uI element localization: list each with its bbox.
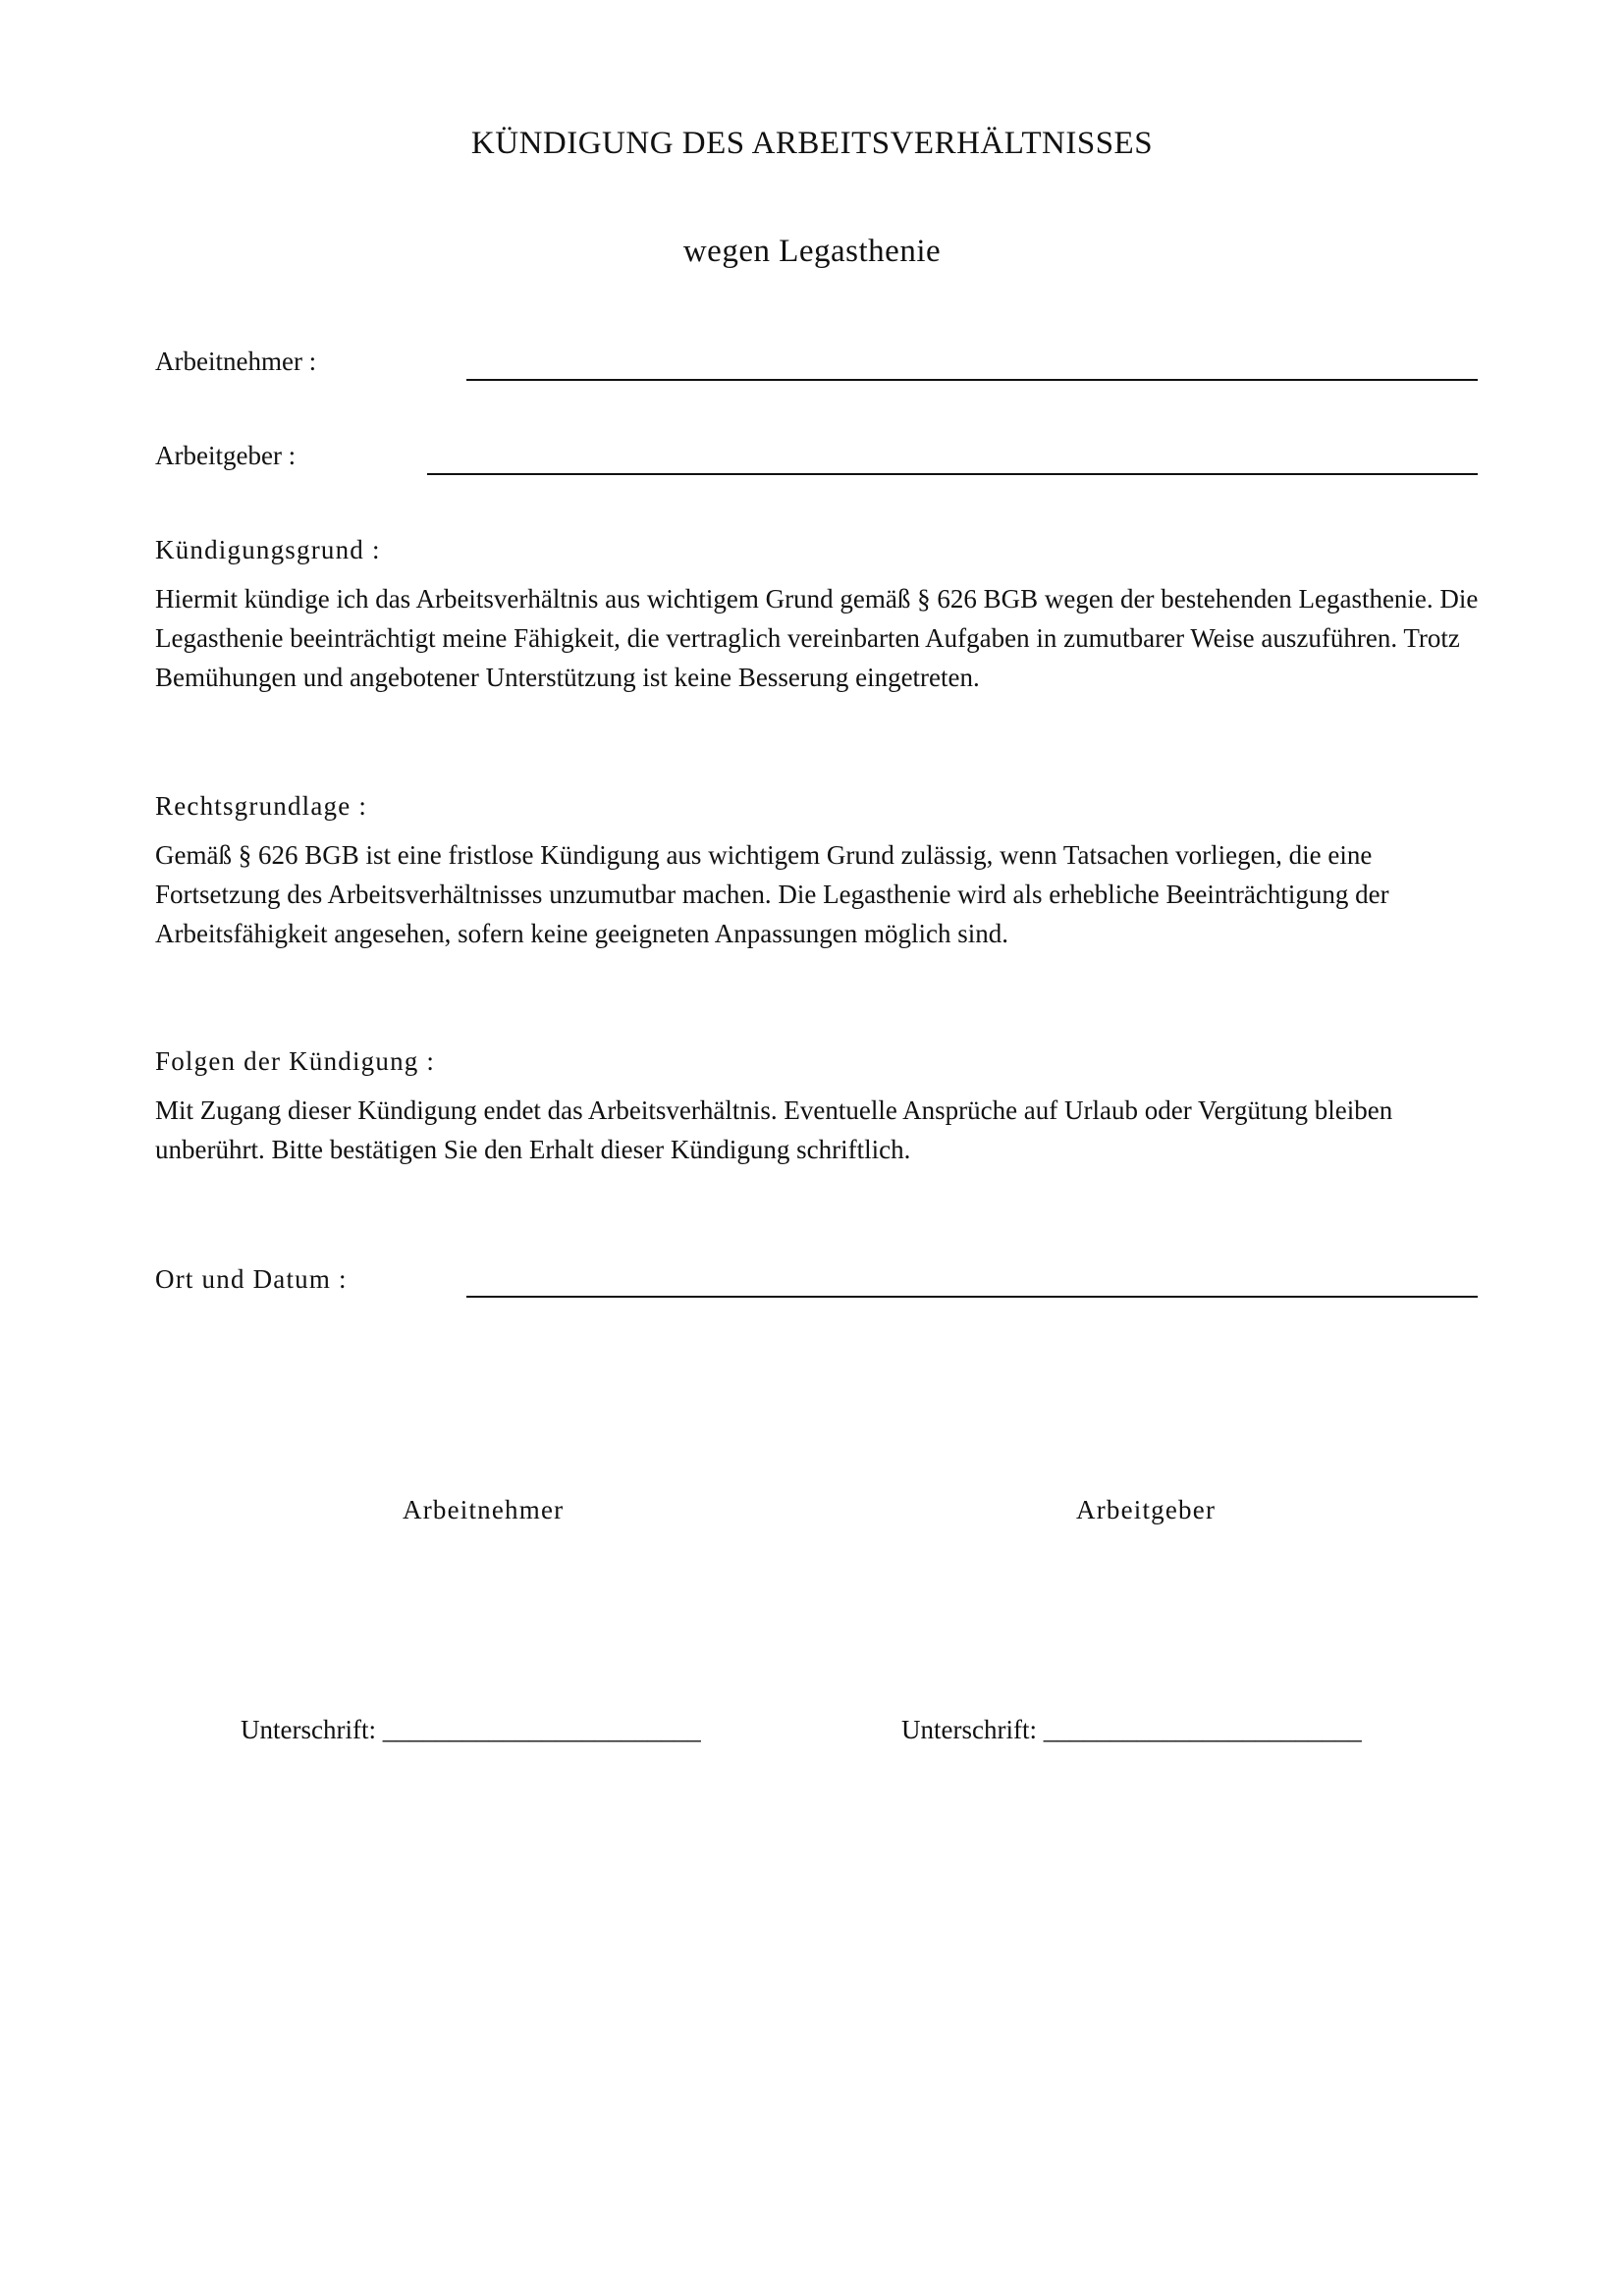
place-date-line[interactable] <box>466 1296 1478 1298</box>
reason-heading: Kündigungsgrund : <box>155 535 381 564</box>
legal-basis-heading: Rechtsgrundlage : <box>155 791 368 821</box>
employer-role-label: Arbeitgeber <box>1076 1495 1217 1524</box>
place-date-label: Ort und Datum : <box>155 1264 348 1294</box>
employer-field-line[interactable] <box>427 473 1478 475</box>
legal-basis-text: Gemäß § 626 BGB ist eine fristlose Kündigung aus wichtigem Grund zulässig, wenn Tatsachen vorliegen, die eine Fortsetzung des Arbeitsverhältnisses unzumutbar machen. Die Legasthenie wird als erhebliche Beeinträchtigung der Arbeitsfähigkeit angesehen, sofern keine geeigneten Anpassungen möglich sind. <box>155 840 1389 948</box>
consequences-heading: Folgen der Kündigung : <box>155 1046 436 1076</box>
employer-signature-line[interactable]: Unterschrift: ________________________ <box>901 1715 1362 1744</box>
consequences-text: Mit Zugang dieser Kündigung endet das Arbeitsverhältnis. Eventuelle Ansprüche auf Urlaub oder Vergütung bleiben unberührt. Bitte bestätigen Sie den Erhalt dieser Kündigung schriftlich. <box>155 1095 1393 1164</box>
document-title: KÜNDIGUNG DES ARBEITSVERHÄLTNISSES <box>470 126 1154 161</box>
reason-text: Hiermit kündige ich das Arbeitsverhältnis aus wichtigem Grund gemäß § 626 BGB wegen der bestehenden Legasthenie. Die Legasthenie beeinträchtigt meine Fähigkeit, die vertraglich vereinbarten Aufgaben in zumutbarer Weise auszuführen. Trotz Bemühungen und angebotener Unterstützung ist keine Besserung eingetreten. <box>155 584 1479 692</box>
employee-field-label: Arbeitnehmer : <box>155 347 317 376</box>
employee-signature-line[interactable]: Unterschrift: ________________________ <box>241 1715 701 1744</box>
document-subtitle: wegen Legasthenie <box>682 234 942 269</box>
employee-role-label: Arbeitnehmer <box>403 1495 565 1524</box>
employee-field-line[interactable] <box>466 379 1478 381</box>
employer-field-label: Arbeitgeber : <box>155 441 297 470</box>
